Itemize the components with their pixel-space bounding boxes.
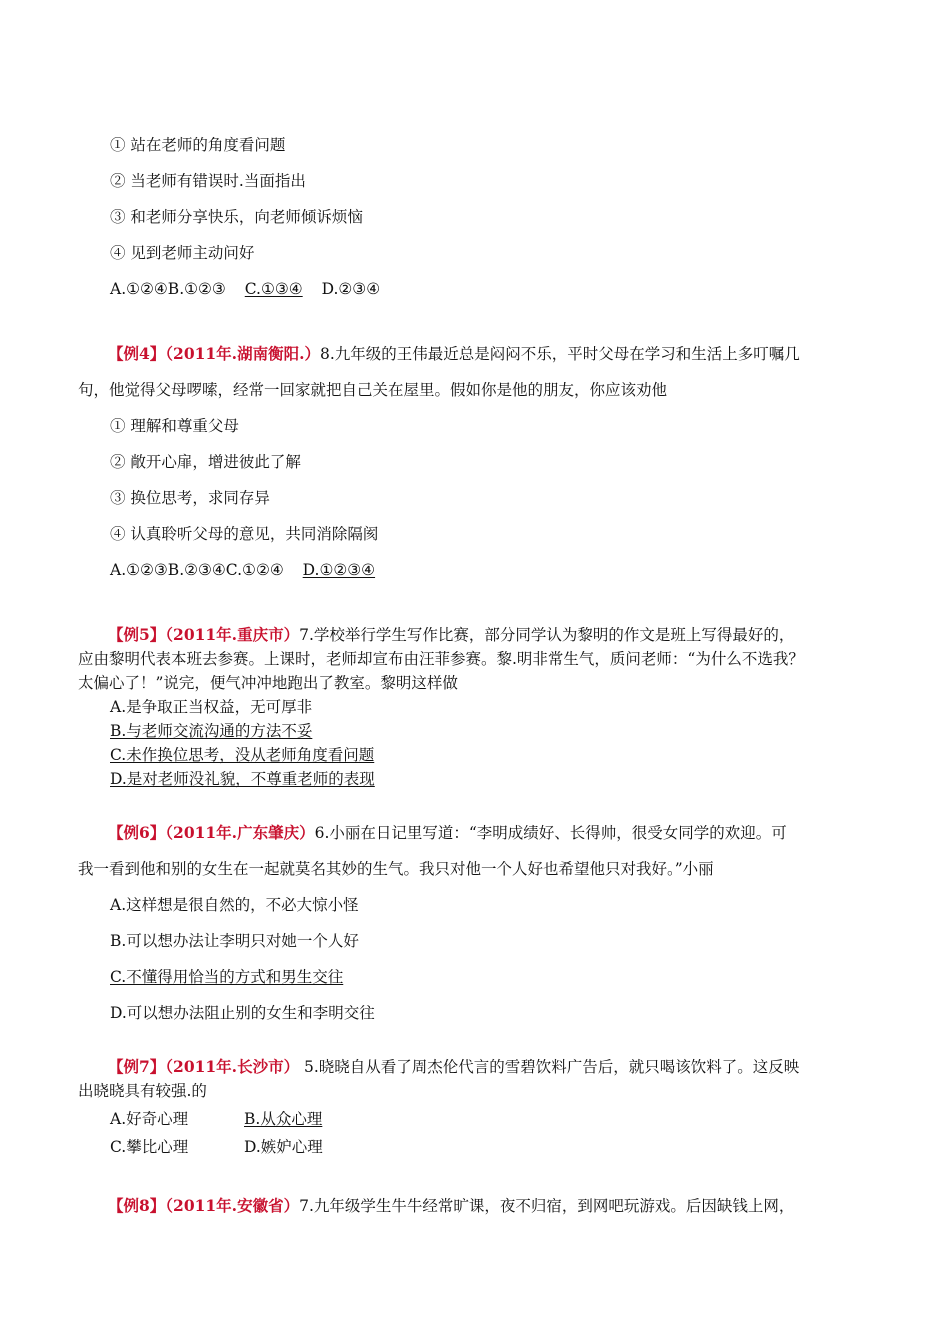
- q3-options-ab: A.①②④B.①②③: [110, 280, 226, 298]
- ex4-item-3: ③ 换位思考，求同存异: [110, 489, 270, 507]
- ex6-stem-line1: [108, 822, 787, 844]
- ex4-source: （2011年.湖南衡阳.）: [165, 344, 320, 363]
- ex7-stem: 5.晓晓自从看了周杰伦代言的雪碧饮料广告后，就只喝该饮料了。这反映: [299, 1058, 800, 1076]
- ex5-option-b-answer: B.与老师交流沟通的方法不妥: [110, 722, 313, 740]
- ex7-stem-line1: [108, 1056, 799, 1078]
- ex4-option-d-answer: D.①②③④: [302, 561, 376, 579]
- ex7-option-b-answer: B.从众心理: [244, 1110, 323, 1128]
- ex5-stem-line2: 应由黎明代表本班去参赛。上课时，老师却宣布由汪菲参赛。黎.明非常生气，质问老师：“为什么不选我？: [78, 650, 804, 668]
- ex4-stem: 8.九年级的王伟最近总是闷闷不乐，平时父母在学习和生活上多叮嘱几: [319, 345, 800, 363]
- q3-item-2: ② 当老师有错误时.当面指出: [110, 172, 306, 190]
- ex7-option-a: A.好奇心理: [110, 1110, 189, 1128]
- q3-option-d: D.②③④: [321, 280, 381, 298]
- ex6-option-c-answer: C.不懂得用恰当的方式和男生交往: [110, 968, 344, 986]
- q3-item-4: ④ 见到老师主动问好: [110, 244, 255, 262]
- ex6-source: （2011年.广东肇庆）: [165, 823, 315, 842]
- ex8-source: （2011年.安徽省）: [165, 1196, 300, 1215]
- ex4-stem-line1: [108, 343, 800, 365]
- ex6-option-d: D.可以想办法阻止别的女生和李明交往: [110, 1004, 375, 1022]
- ex8-stem: 7.九年级学生牛牛经常旷课，夜不归宿，到网吧玩游戏。后因缺钱上网，: [299, 1197, 795, 1215]
- q3-item-3: ③ 和老师分享快乐，向老师倾诉烦恼: [110, 208, 363, 226]
- ex4-options: [110, 559, 375, 581]
- ex6-tag: 【例6】: [108, 823, 166, 842]
- q3-options: [110, 278, 380, 300]
- ex5-tag: 【例5】: [108, 625, 166, 644]
- ex6-stem: 6.小丽在日记里写道：“李明成绩好、长得帅，很受女同学的欢迎。可: [314, 824, 787, 842]
- ex8-stem-line1: [108, 1195, 794, 1217]
- ex5-option-d-answer: D.是对老师没礼貌，不尊重老师的表现: [110, 770, 375, 788]
- ex7-tag: 【例7】: [108, 1057, 166, 1076]
- ex4-options-abc: A.①②③B.②③④C.①②④: [110, 561, 284, 579]
- q3-option-c-answer: C.①③④: [244, 280, 303, 298]
- ex4-tag: 【例4】: [108, 344, 166, 363]
- ex4-item-4: ④ 认真聆听父母的意见，共同消除隔阂: [110, 525, 379, 543]
- ex7-option-d: D.嫉妒心理: [244, 1138, 323, 1156]
- ex5-option-c-answer: C.未作换位思考，没从老师角度看问题: [110, 746, 375, 764]
- ex7-options-row1: [110, 1108, 322, 1130]
- ex7-option-c: C.攀比心理: [110, 1138, 189, 1156]
- ex4-item-2: ② 敞开心扉，增进彼此了解: [110, 453, 301, 471]
- ex5-stem-line1: [108, 624, 794, 646]
- ex6-option-b: B.可以想办法让李明只对她一个人好: [110, 932, 359, 950]
- ex5-stem-line3: 太偏心了！”说完，便气冲冲地跑出了教室。黎明这样做: [78, 674, 458, 692]
- ex5-option-a: A.是争取正当权益，无可厚非: [110, 698, 313, 716]
- ex7-options-row2: [110, 1136, 323, 1158]
- ex7-stem-line2: 出晓晓具有较强.的: [78, 1082, 207, 1100]
- ex8-tag: 【例8】: [108, 1196, 166, 1215]
- ex5-source: （2011年.重庆市）: [165, 625, 300, 644]
- ex7-source: （2011年.长沙市）: [165, 1057, 300, 1076]
- q3-item-1: ① 站在老师的角度看问题: [110, 136, 286, 154]
- ex4-item-1: ① 理解和尊重父母: [110, 417, 239, 435]
- ex6-option-a: A.这样想是很自然的，不必大惊小怪: [110, 896, 359, 914]
- ex4-stem-line2: 句，他觉得父母啰嗦，经常一回家就把自己关在屋里。假如你是他的朋友，你应该劝他: [78, 381, 668, 399]
- ex6-stem-line2: 我一看到他和别的女生在一起就莫名其妙的生气。我只对他一个人好也希望他只对我好。”小丽: [78, 860, 714, 878]
- ex5-stem: 7.学校举行学生写作比赛，部分同学认为黎明的作文是班上写得最好的，: [299, 626, 795, 644]
